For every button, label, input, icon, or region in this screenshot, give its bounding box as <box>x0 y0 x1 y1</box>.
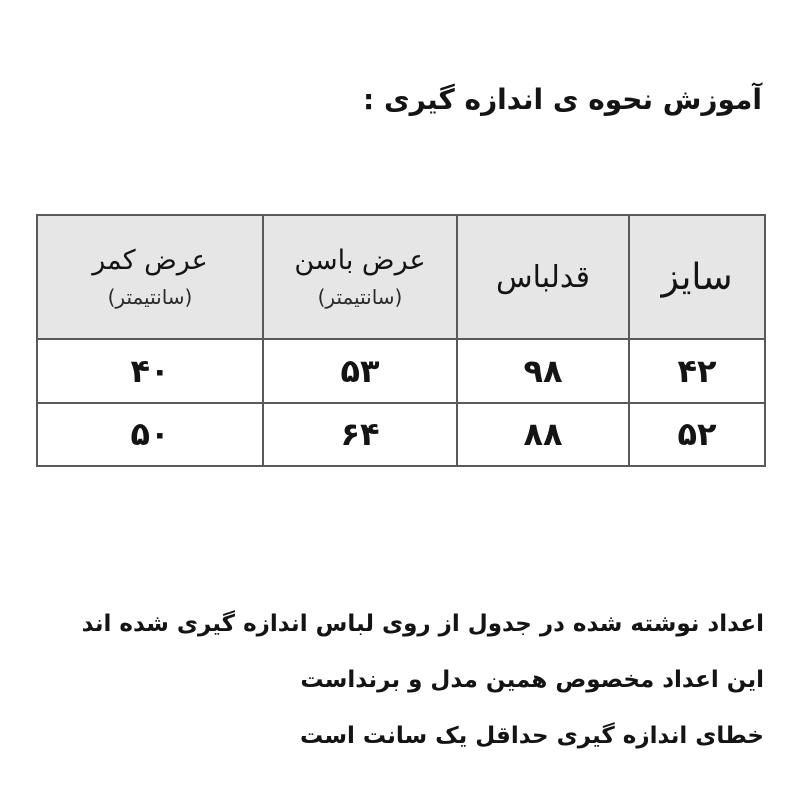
cell-hip: ۶۴ <box>263 403 457 467</box>
page-title: آموزش نحوه ی اندازه گیری : <box>363 83 762 116</box>
note-line: خطای اندازه گیری حداقل یک سانت است <box>299 723 764 749</box>
cell-length: ۹۸ <box>457 339 629 403</box>
cell-hip: ۵۳ <box>263 339 457 403</box>
header-waist-unit: (سانتیمتر) <box>107 285 193 309</box>
size-table <box>36 214 766 467</box>
table-row <box>37 403 765 467</box>
notes-block <box>34 596 764 764</box>
header-waist <box>37 215 263 339</box>
cell-size: ۴۲ <box>629 339 765 403</box>
table-header-row <box>37 215 765 339</box>
cell-waist: ۴۰ <box>37 339 263 403</box>
table-row <box>37 339 765 403</box>
header-size: سایز <box>629 215 765 339</box>
header-hip-label: عرض باسن <box>294 245 426 276</box>
cell-length: ۸۸ <box>457 403 629 467</box>
cell-waist: ۵۰ <box>37 403 263 467</box>
note-line: این اعداد مخصوص همین مدل و برنداست <box>300 667 764 693</box>
header-waist-label: عرض کمر <box>92 245 208 276</box>
note-line: اعداد نوشته شده در جدول از روی لباس اندازه گیری شده اند <box>81 611 764 637</box>
cell-size: ۵۲ <box>629 403 765 467</box>
header-hip-unit: (سانتیمتر) <box>317 285 403 309</box>
header-hip <box>263 215 457 339</box>
header-length: قدلباس <box>457 215 629 339</box>
